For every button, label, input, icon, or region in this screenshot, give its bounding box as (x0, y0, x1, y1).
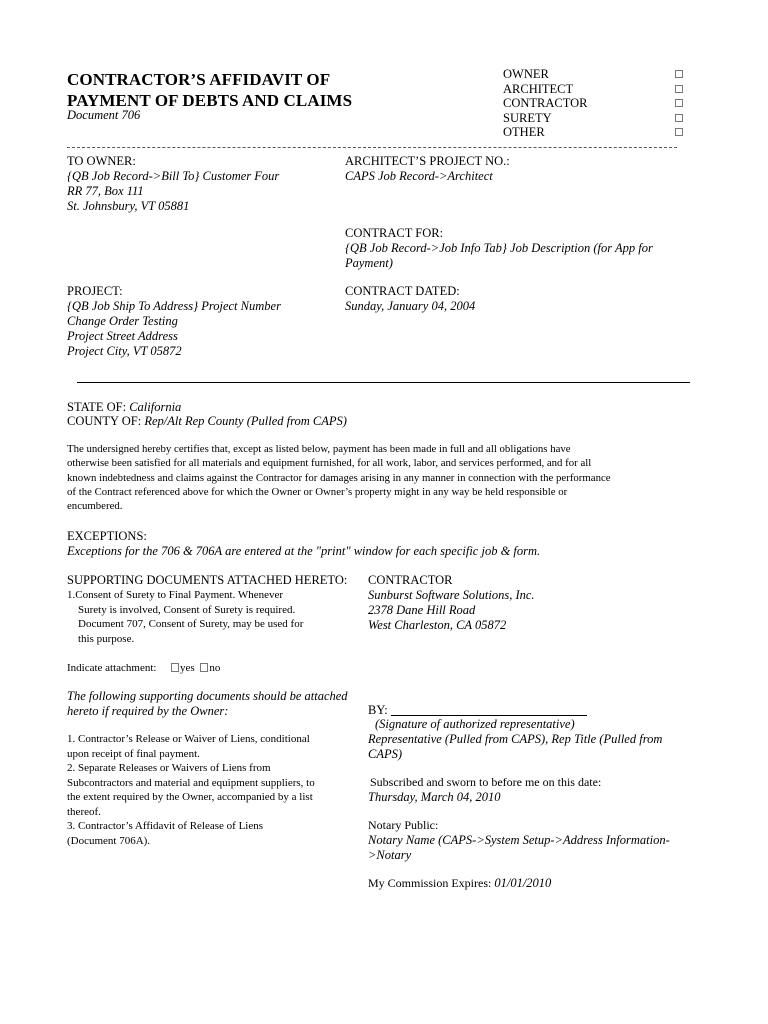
indicate-attachment (67, 661, 220, 676)
by-label: BY: (368, 703, 388, 717)
yes-label: yes (179, 662, 195, 674)
exceptions-label: EXCEPTIONS: (67, 529, 147, 543)
copy-contractor-checkbox[interactable] (675, 99, 683, 107)
copy-architect: ARCHITECT (503, 82, 683, 97)
copy-other: OTHER (503, 125, 683, 140)
copy-surety: SURETY (503, 111, 683, 126)
copy-architect-checkbox[interactable] (675, 85, 683, 93)
section-divider (77, 382, 690, 383)
copies-list (503, 67, 683, 140)
contractor-label: CONTRACTOR (368, 573, 453, 587)
commission-value: 01/01/2010 (494, 876, 552, 890)
contract-for-value: {QB Job Record->Job Info Tab} Job Description (for App for Payment) (345, 241, 653, 270)
sworn-label: Subscribed and sworn to before me on this date: (370, 775, 602, 789)
representative-name: Representative (Pulled from CAPS), Rep Title (Pulled from CAPS) (368, 732, 663, 761)
certification-paragraph: The undersigned hereby certifies that, except as listed below, payment has been made in full and all obligations have otherwise been satisfied for all materials and equipment furnished, for all work, labor, and services performed, and for all known indebtedness and claims against the Contractor for damages arising in any manner in connection with the performance of the Contract referenced above for which the Owner or Owner’s property might in any way be held responsible or encumbered. (67, 443, 611, 513)
contract-for-label: CONTRACT FOR: (345, 226, 444, 240)
to-owner-label: TO OWNER: (67, 154, 136, 168)
exceptions-value: Exceptions for the 706 & 706A are entered at the "print" window for each specific job & form. (67, 544, 541, 558)
copy-owner: OWNER (503, 67, 683, 82)
state-label: STATE OF: (67, 400, 127, 414)
project-label: PROJECT: (67, 284, 123, 298)
copy-other-checkbox[interactable] (675, 128, 683, 136)
copy-owner-checkbox[interactable] (675, 70, 683, 78)
project-address: {QB Job Ship To Address} Project Number Change Order Testing Project Street Address Project City, VT 05872 (67, 299, 281, 358)
commission-row (368, 876, 551, 891)
contractor-address: Sunburst Software Solutions, Inc. 2378 Dane Hill Road West Charleston, CA 05872 (368, 588, 535, 632)
no-label: no (209, 662, 221, 674)
title-line-2: PAYMENT OF DEBTS AND CLAIMS (67, 91, 353, 110)
state-row (67, 400, 181, 415)
county-value: Rep/Alt Rep County (Pulled from CAPS) (144, 414, 347, 428)
supporting-label: SUPPORTING DOCUMENTS ATTACHED HERETO: (67, 573, 348, 587)
to-owner-address: {QB Job Record->Bill To} Customer Four RR 77, Box 111 St. Johnsbury, VT 05881 (67, 169, 280, 213)
yes-checkbox[interactable] (171, 663, 179, 672)
county-row (67, 414, 347, 429)
state-value: California (129, 400, 182, 414)
contract-dated-label: CONTRACT DATED: (345, 284, 460, 298)
copy-surety-checkbox[interactable] (675, 114, 683, 122)
title-line-1: CONTRACTOR’S AFFIDAVIT OF (67, 70, 331, 89)
county-label: COUNTY OF: (67, 414, 142, 428)
header-divider (67, 147, 677, 148)
no-checkbox[interactable] (200, 663, 208, 672)
commission-label: My Commission Expires: (368, 876, 492, 890)
notary-label: Notary Public: (368, 818, 439, 832)
architect-project-value: CAPS Job Record->Architect (345, 169, 493, 183)
copy-contractor: CONTRACTOR (503, 96, 683, 111)
architect-project-label: ARCHITECT’S PROJECT NO.: (345, 154, 510, 168)
signature-line[interactable] (391, 715, 587, 716)
contract-dated-value: Sunday, January 04, 2004 (345, 299, 476, 313)
signature-caption: (Signature of authorized representative) (375, 717, 575, 731)
following-documents-note: The following supporting documents should be attached hereto if required by the Owner: (67, 689, 348, 718)
sworn-date: Thursday, March 04, 2010 (368, 790, 501, 804)
document-title (67, 69, 352, 111)
supporting-documents-list: 1. Contractor’s Release or Waiver of Liens, conditional upon receipt of final payment. 2. Separate Releases or Waivers of Liens from Subcontractors and material and equipment suppliers, to the extent required by the Owner, accompanied by a list thereof. 3. Contractor’s Affidavit of Release of Liens (Document 706A). (67, 733, 315, 847)
document-number: Document 706 (67, 108, 141, 122)
indicate-attachment-label: Indicate attachment: (67, 662, 157, 674)
supporting-item-1: 1.Consent of Surety to Final Payment. Whenever Surety is involved, Consent of Surety is required. Document 707, Consent of Surety, may be used for this purpose. (67, 589, 304, 645)
notary-name: Notary Name (CAPS->System Setup->Address Information- >Notary (368, 833, 670, 862)
